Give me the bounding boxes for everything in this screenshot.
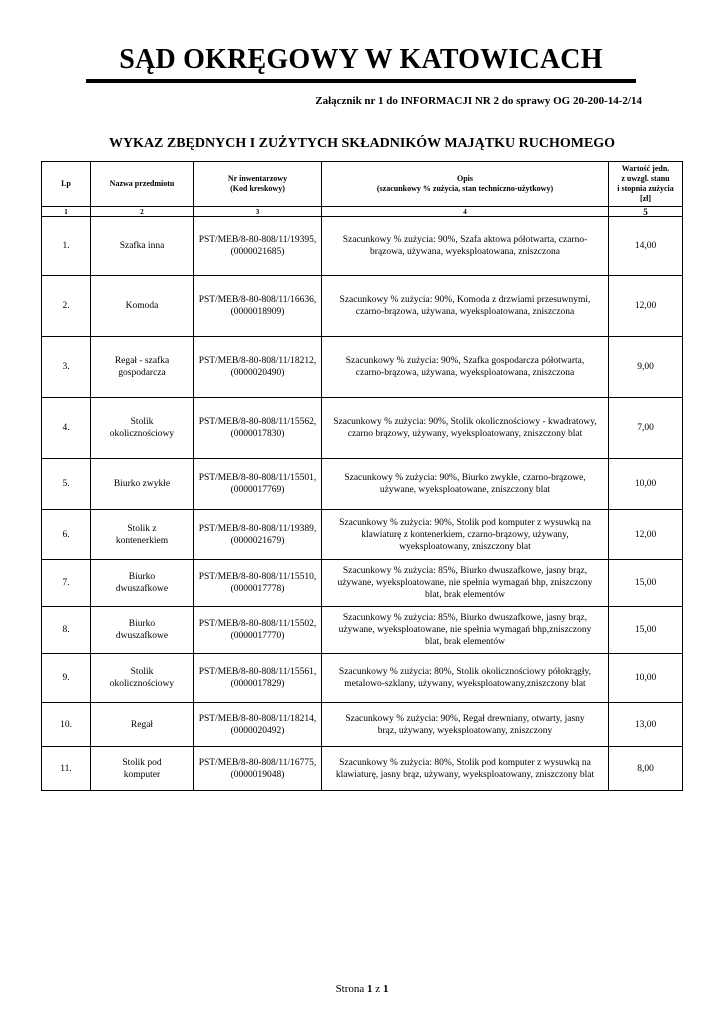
item-name-line: Stolik [130,667,154,677]
row-number: 2. [42,276,91,337]
item-description [322,398,609,459]
item-name-line: Regał [130,719,154,730]
inventory-number-line: PST/MEB/8-80-808/11/15562, [198,417,317,427]
item-name [91,459,194,510]
inventory-number-line: (0000021679) [230,535,285,546]
item-name [91,510,194,560]
row-number: 4. [42,398,91,459]
inventory-number-line: (0000019048) [230,769,285,780]
item-description [322,337,609,398]
inventory-number-line: (0000020492) [230,725,285,736]
unit-value: 15,00 [609,607,683,654]
item-description-line: wyeksploatowany, zniszczony blat [399,541,531,552]
item-name [91,398,194,459]
item-description-line: używane, wyeksploatowane, nie spełnia wymagań bhp,zniszczony [338,625,592,635]
item-name-line: Biurko [128,572,156,582]
inventory-number-line: (0000017769) [230,485,285,495]
item-description-line: Szacunkowy % zużycia: 90%, Stolik pod komputer z wysuwką na [339,517,591,528]
column-header-name: Nazwa przedmiotu [91,162,194,207]
item-name [91,654,194,703]
item-description [322,560,609,607]
column-number: 2 [91,207,194,217]
unit-value: 15,00 [609,560,683,607]
table-row [42,654,683,703]
column-header-value: Wartość jedn. z uwzgl. stanu i stopnia zużycia [zł] [609,162,683,207]
unit-value: 8,00 [609,747,683,791]
table-row [42,560,683,607]
row-number: 6. [42,510,91,560]
item-name-line: gospodarcza [118,368,166,378]
item-description [322,747,609,791]
table-header-row [42,162,683,207]
item-description [322,510,609,560]
table-row [42,459,683,510]
inventory-number-line: PST/MEB/8-80-808/11/19389, [198,523,317,534]
item-name-line: Stolik pod [122,757,162,768]
item-description-line: Szacunkowy % zużycia: 90%, Szafka gospodarcza półotwarta, [345,356,585,366]
item-name-line: Biurko zwykłe [113,479,171,489]
item-name [91,747,194,791]
item-description-line: blat, brak elementów [425,637,505,647]
item-description-line: Szacunkowy % zużycia: 85%, Biurko dwuszafkowe, jasny brąz, [342,566,588,576]
item-name [91,607,194,654]
row-number: 9. [42,654,91,703]
annex-reference: Załącznik nr 1 do INFORMACJI NR 2 do sprawy OG 20-200-14-2/14 [315,95,642,107]
item-name [91,276,194,337]
row-number: 8. [42,607,91,654]
inventory-number [194,703,322,747]
item-name-line: okolicznościowy [109,679,175,689]
row-number: 1. [42,217,91,276]
item-description [322,459,609,510]
row-number: 10. [42,703,91,747]
unit-value: 10,00 [609,654,683,703]
inventory-number [194,607,322,654]
column-number-row [42,207,683,217]
item-description-line: klawiaturę, jasny brąz, używany, wyeksploatowany, zniszczony blat [335,769,595,780]
column-header-description: Opis (szacunkowy % zużycia, stan techniczno-użytkowy) [322,162,609,207]
unit-value: 12,00 [609,276,683,337]
inventory-number [194,217,322,276]
item-name [91,703,194,747]
item-name [91,217,194,276]
column-number: 3 [194,207,322,217]
unit-value: 7,00 [609,398,683,459]
item-description-line: czarno-brązowa, używana, wyeksploatowana, zniszczona [355,368,575,378]
footer-page-total: 1 [382,983,389,995]
column-header-inventory: Nr inwentarzowy (Kod kreskowy) [194,162,322,207]
inventory-number-line: (0000018909) [230,307,285,317]
table-row [42,398,683,459]
inventory-number-line: (0000017770) [230,631,285,641]
inventory-number [194,459,322,510]
inventory-number-line: PST/MEB/8-80-808/11/15502, [198,619,317,629]
item-description-line: brązowa, używana, wyeksploatowana, zniszczona [370,247,560,257]
inventory-number-line: PST/MEB/8-80-808/11/18214, [198,713,317,724]
item-description-line: Szacunkowy % zużycia: 90%, Szafa aktowa półotwarta, czarno- [342,235,588,245]
item-description [322,276,609,337]
inventory-number-line: PST/MEB/8-80-808/11/16775, [198,757,317,768]
table-row [42,337,683,398]
table-row [42,703,683,747]
inventory-number-line: (0000017778) [230,584,285,594]
row-number: 5. [42,459,91,510]
item-name-line: Biurko [128,619,156,629]
column-number: 1 [42,207,91,217]
unit-value: 14,00 [609,217,683,276]
item-description [322,703,609,747]
inventory-number-line: PST/MEB/8-80-808/11/15561, [198,667,317,677]
inventory-number [194,654,322,703]
page-title: SĄD OKRĘGOWY W KATOWICACH [119,44,603,75]
item-description-line: czarno brązowy, używany, wyeksploatowany, zniszczony blat [347,429,583,439]
inventory-number [194,398,322,459]
inventory-number-line: (0000017830) [230,429,285,439]
item-name-line: okolicznościowy [109,429,175,439]
inventory-number [194,747,322,791]
inventory-number [194,510,322,560]
item-name-line: komputer [123,769,161,780]
inventory-number-line: PST/MEB/8-80-808/11/16636, [198,295,317,305]
item-description-line: Szacunkowy % zużycia: 90%, Regał drewniany, otwarty, jasny [345,713,585,724]
item-description-line: blat, brak elementów [425,590,505,600]
column-number: 5 [609,207,683,217]
item-description [322,607,609,654]
item-name-line: Regał - szafka [114,356,170,366]
inventory-number [194,276,322,337]
page-footer [0,983,724,995]
inventory-number-line: (0000017829) [230,679,285,689]
inventory-number-line: (0000020490) [230,368,285,378]
item-description-line: Szacunkowy % zużycia: 90%, Stolik okolicznościowy - kwadratowy, [333,417,597,427]
item-description-line: klawiaturę z kontenerkiem, czarno-brązowy, używany, [361,529,569,540]
item-description-line: Szacunkowy % zużycia: 90%, Komoda z drzwiami przesuwnymi, [339,295,591,305]
inventory-table [41,161,683,791]
item-description-line: Szacunkowy % zużycia: 90%, Biurko zwykłe, czarno-brązowe, [344,473,586,483]
item-description [322,217,609,276]
inventory-number [194,560,322,607]
unit-value: 12,00 [609,510,683,560]
table-row [42,607,683,654]
unit-value: 10,00 [609,459,683,510]
table-row [42,217,683,276]
footer-separator: z [372,983,383,995]
item-name-line: Stolik z [127,523,157,534]
item-description-line: używane, wyeksploatowane, nie spełnia wymagań bhp, zniszczony [337,578,593,588]
item-description [322,654,609,703]
inventory-number-line: PST/MEB/8-80-808/11/15501, [198,473,317,483]
item-name-line: dwuszafkowe [115,631,169,641]
item-description-line: Szacunkowy % zużycia: 80%, Stolik pod komputer z wysuwką na [339,757,591,768]
inventory-number-line: PST/MEB/8-80-808/11/19395, [198,235,317,245]
item-description-line: Szacunkowy % zużycia: 85%, Biurko dwuszafkowe, jasny brąz, [342,613,588,623]
column-header-lp: Lp [42,162,91,207]
item-description-line: metalowo-szklany, używany, wyeksploatowany,zniszczony blat [344,679,586,689]
document-subtitle: WYKAZ ZBĘDNYCH I ZUŻYTYCH SKŁADNIKÓW MAJĄTKU RUCHOMEGO [108,136,616,151]
table-row [42,747,683,791]
footer-page-number: 1 [367,983,373,995]
inventory-number-line: PST/MEB/8-80-808/11/15510, [198,572,317,582]
table-row [42,276,683,337]
item-description-line: czarno-brązowa, używana, wyeksploatowana, zniszczona [355,307,575,317]
footer-prefix: Strona [335,983,368,995]
unit-value: 9,00 [609,337,683,398]
row-number: 3. [42,337,91,398]
item-name [91,560,194,607]
item-name-line: kontenerkiem [115,535,169,546]
item-description-line: Szacunkowy % zużycia: 80%, Stolik okolicznościowy półokrągły, [338,667,592,677]
unit-value: 13,00 [609,703,683,747]
item-name-line: Szafka inna [119,241,165,251]
table-row [42,510,683,560]
item-description-line: używane, wyeksploatowane, zniszczony blat [379,485,551,495]
table-body [42,217,683,791]
row-number: 7. [42,560,91,607]
item-name [91,337,194,398]
title-underline [86,79,636,83]
inventory-number-line: PST/MEB/8-80-808/11/18212, [198,356,317,366]
row-number: 11. [42,747,91,791]
item-description-line: brąz, używany, wyeksploatowany, zniszczony [377,725,553,736]
item-name-line: Komoda [125,301,159,311]
item-name-line: Stolik [130,417,154,427]
column-number: 4 [322,207,609,217]
inventory-number-line: (0000021685) [230,247,285,257]
item-name-line: dwuszafkowe [115,584,169,594]
inventory-number [194,337,322,398]
